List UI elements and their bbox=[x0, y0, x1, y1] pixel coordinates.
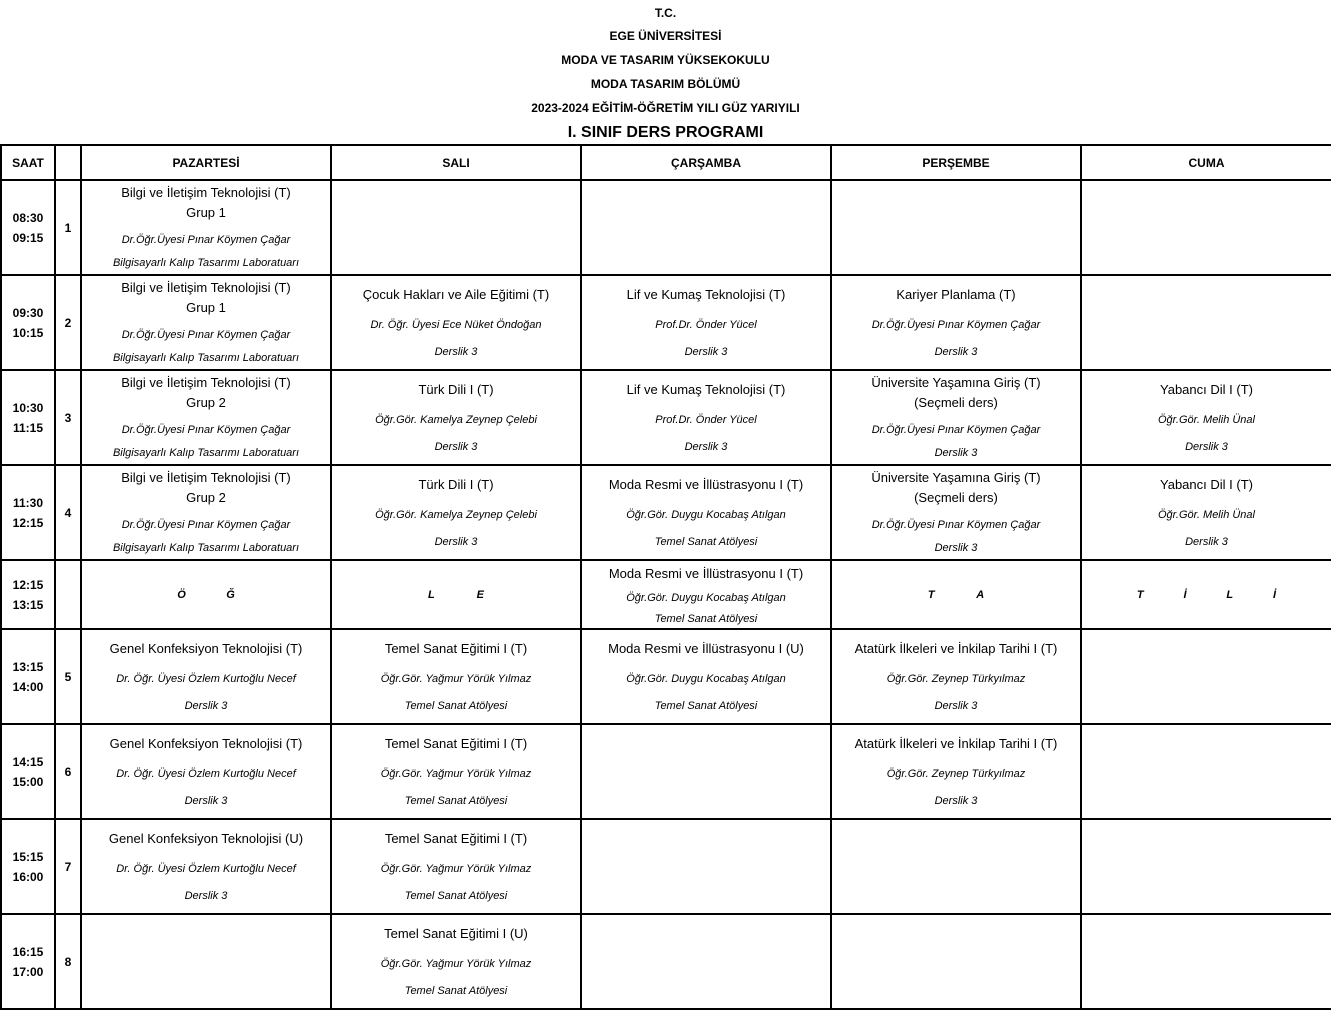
time-start: 08:30 bbox=[12, 210, 44, 225]
time-start: 13:15 bbox=[12, 659, 44, 674]
course-subtitle: (Seçmeli ders) bbox=[914, 490, 998, 505]
classroom: Bilgisayarlı Kalıp Tasarımı Laboratuarı bbox=[112, 447, 300, 459]
course-cell bbox=[1081, 465, 1331, 560]
time-end: 09:15 bbox=[12, 230, 44, 245]
course-title: Yabancı Dil I (T) bbox=[1160, 476, 1253, 492]
lunch-friday bbox=[1081, 560, 1331, 629]
course-title: Üniversite Yaşamına Giriş (T) bbox=[871, 470, 1041, 485]
instructor: Dr. Öğr. Üyesi Özlem Kurtoğlu Necef bbox=[116, 767, 296, 780]
course-title: Bilgi ve İletişim Teknolojisi (T) bbox=[121, 470, 291, 485]
slot-number: 2 bbox=[55, 275, 81, 370]
instructor: Öğr.Gör. Melih Ünal bbox=[1158, 508, 1255, 521]
classroom: Derslik 3 bbox=[184, 889, 228, 902]
schedule-row bbox=[1, 914, 1331, 1009]
instructor: Öğr.Gör. Yağmur Yörük Yılmaz bbox=[380, 957, 532, 970]
time-cell bbox=[1, 629, 55, 724]
time-start: 16:15 bbox=[12, 944, 44, 959]
course-title: Moda Resmi ve İllüstrasyonu I (T) bbox=[608, 476, 804, 492]
col-monday: PAZARTESİ bbox=[81, 145, 331, 180]
classroom: Derslik 3 bbox=[184, 794, 228, 807]
classroom: Derslik 3 bbox=[934, 447, 978, 459]
header-department: MODA TASARIM BÖLÜMÜ bbox=[590, 77, 741, 91]
course-cell bbox=[331, 819, 581, 914]
empty-cell bbox=[581, 819, 831, 914]
instructor: Prof.Dr. Önder Yücel bbox=[655, 413, 757, 426]
instructor: Öğr.Gör. Yağmur Yörük Yılmaz bbox=[380, 767, 532, 780]
slot-number: 5 bbox=[55, 629, 81, 724]
course-cell bbox=[331, 724, 581, 819]
lunch-letter: İ bbox=[1272, 588, 1277, 601]
schedule-row bbox=[1, 275, 1331, 370]
course-cell bbox=[81, 465, 331, 560]
time-start: 09:30 bbox=[12, 305, 44, 320]
classroom: Bilgisayarlı Kalıp Tasarımı Laboratuarı bbox=[112, 257, 300, 269]
course-cell bbox=[81, 819, 331, 914]
classroom: Derslik 3 bbox=[684, 345, 728, 358]
classroom: Derslik 3 bbox=[684, 440, 728, 453]
classroom: Temel Sanat Atölyesi bbox=[404, 984, 508, 997]
classroom: Derslik 3 bbox=[184, 699, 228, 712]
course-subtitle: (Seçmeli ders) bbox=[914, 395, 998, 410]
instructor: Dr.Öğr.Üyesi Pınar Köymen Çağar bbox=[121, 423, 291, 436]
course-subtitle: Grup 1 bbox=[186, 300, 226, 315]
time-start: 12:15 bbox=[12, 577, 44, 592]
course-cell bbox=[831, 724, 1081, 819]
schedule-row bbox=[1, 819, 1331, 914]
schedule-row bbox=[1, 629, 1331, 724]
empty-cell bbox=[831, 180, 1081, 275]
empty-cell bbox=[1081, 724, 1331, 819]
page-title: I. SINIF DERS PROGRAMI bbox=[567, 124, 764, 141]
instructor: Öğr.Gör. Duygu Kocabaş Atılgan bbox=[626, 672, 786, 685]
instructor: Öğr.Gör. Zeynep Türkyılmaz bbox=[886, 672, 1026, 685]
lunch-letter: L bbox=[427, 588, 435, 601]
course-cell bbox=[581, 629, 831, 724]
lunch-wednesday bbox=[581, 560, 831, 629]
classroom: Temel Sanat Atölyesi bbox=[654, 535, 758, 548]
course-title: Genel Konfeksiyon Teknolojisi (T) bbox=[109, 735, 303, 751]
course-cell bbox=[81, 370, 331, 465]
time-end: 13:15 bbox=[12, 597, 44, 612]
classroom: Derslik 3 bbox=[934, 699, 978, 712]
header-term: 2023-2024 EĞİTİM-ÖĞRETİM YILI GÜZ YARIYILI bbox=[531, 101, 800, 115]
empty-cell bbox=[331, 180, 581, 275]
time-start: 15:15 bbox=[12, 849, 44, 864]
instructor: Dr.Öğr.Üyesi Pınar Köymen Çağar bbox=[871, 318, 1041, 331]
time-cell bbox=[1, 914, 55, 1009]
classroom: Temel Sanat Atölyesi bbox=[404, 794, 508, 807]
course-subtitle: Grup 1 bbox=[186, 205, 226, 220]
col-wednesday: ÇARŞAMBA bbox=[581, 145, 831, 180]
course-title: Moda Resmi ve İllüstrasyonu I (U) bbox=[608, 640, 804, 656]
time-cell bbox=[1, 370, 55, 465]
schedule-row bbox=[1, 724, 1331, 819]
course-title: Atatürk İlkeleri ve İnkilap Tarihi I (T) bbox=[854, 735, 1058, 751]
classroom: Derslik 3 bbox=[434, 535, 478, 548]
schedule-row bbox=[1, 370, 1331, 465]
lunch-letter: İ bbox=[1183, 588, 1187, 601]
schedule-row bbox=[1, 180, 1331, 275]
header-school: MODA VE TASARIM YÜKSEKOKULU bbox=[561, 53, 770, 67]
header-university: EGE ÜNİVERSİTESİ bbox=[609, 29, 722, 43]
lunch-letter: T bbox=[1136, 588, 1144, 601]
classroom: Derslik 3 bbox=[434, 440, 478, 453]
course-cell bbox=[831, 370, 1081, 465]
course-cell bbox=[581, 275, 831, 370]
classroom: Temel Sanat Atölyesi bbox=[404, 889, 508, 902]
empty-cell bbox=[581, 180, 831, 275]
time-start: 11:30 bbox=[12, 495, 44, 510]
time-end: 12:15 bbox=[12, 515, 44, 530]
classroom: Derslik 3 bbox=[934, 542, 978, 554]
course-title: Temel Sanat Eğitimi I (T) bbox=[384, 735, 528, 751]
course-title: Genel Konfeksiyon Teknolojisi (U) bbox=[108, 830, 304, 846]
course-cell bbox=[581, 370, 831, 465]
instructor: Öğr.Gör. Yağmur Yörük Yılmaz bbox=[380, 672, 532, 685]
course-title: Türk Dili I (T) bbox=[418, 381, 494, 397]
instructor: Öğr.Gör. Zeynep Türkyılmaz bbox=[886, 767, 1026, 780]
header-row bbox=[1, 145, 1331, 180]
course-cell bbox=[331, 914, 581, 1009]
empty-cell bbox=[581, 914, 831, 1009]
course-cell bbox=[581, 465, 831, 560]
schedule-row bbox=[1, 465, 1331, 560]
time-start: 14:15 bbox=[12, 754, 44, 769]
lunch-letter: Ğ bbox=[226, 588, 235, 601]
instructor: Dr. Öğr. Üyesi Ece Nüket Öndoğan bbox=[370, 318, 542, 331]
course-subtitle: Grup 2 bbox=[186, 490, 226, 505]
classroom: Derslik 3 bbox=[934, 794, 978, 807]
classroom: Bilgisayarlı Kalıp Tasarımı Laboratuarı bbox=[112, 542, 300, 554]
course-title: Temel Sanat Eğitimi I (T) bbox=[384, 830, 528, 846]
course-cell bbox=[81, 180, 331, 275]
slot-number bbox=[55, 560, 81, 629]
col-tuesday: SALI bbox=[331, 145, 581, 180]
course-cell bbox=[331, 465, 581, 560]
col-friday: CUMA bbox=[1081, 145, 1331, 180]
classroom: Derslik 3 bbox=[1185, 440, 1228, 453]
course-cell bbox=[831, 465, 1081, 560]
course-cell bbox=[831, 275, 1081, 370]
course-title: Genel Konfeksiyon Teknolojisi (T) bbox=[109, 640, 303, 656]
course-title: Lif ve Kumaş Teknolojisi (T) bbox=[626, 286, 786, 302]
empty-cell bbox=[831, 819, 1081, 914]
course-title: Bilgi ve İletişim Teknolojisi (T) bbox=[121, 185, 291, 200]
slot-number: 4 bbox=[55, 465, 81, 560]
lunch-monday bbox=[81, 560, 331, 629]
course-title: Bilgi ve İletişim Teknolojisi (T) bbox=[121, 280, 291, 295]
course-cell bbox=[81, 629, 331, 724]
course-title: Atatürk İlkeleri ve İnkilap Tarihi I (T) bbox=[854, 640, 1058, 656]
lunch-letter: L bbox=[1226, 588, 1234, 601]
slot-number: 3 bbox=[55, 370, 81, 465]
time-end: 17:00 bbox=[12, 964, 44, 979]
course-cell bbox=[331, 629, 581, 724]
course-title: Kariyer Planlama (T) bbox=[896, 286, 1016, 302]
time-cell bbox=[1, 465, 55, 560]
schedule-table bbox=[0, 144, 1331, 1010]
time-end: 15:00 bbox=[12, 774, 44, 789]
time-cell bbox=[1, 275, 55, 370]
time-end: 11:15 bbox=[12, 420, 44, 435]
instructor: Öğr.Gör. Duygu Kocabaş Atılgan bbox=[626, 508, 786, 521]
instructor: Öğr.Gör. Duygu Kocabaş Atılgan bbox=[626, 591, 786, 604]
header-line-1: T.C. bbox=[654, 6, 677, 20]
classroom: Derslik 3 bbox=[434, 345, 478, 358]
classroom: Temel Sanat Atölyesi bbox=[654, 612, 758, 625]
lunch-letter: T bbox=[927, 588, 935, 601]
instructor: Öğr.Gör. Yağmur Yörük Yılmaz bbox=[380, 862, 532, 875]
lunch-letter: E bbox=[476, 588, 484, 601]
course-title: Moda Resmi ve İllüstrasyonu I (T) bbox=[608, 565, 804, 581]
time-end: 10:15 bbox=[12, 325, 44, 340]
lunch-tuesday bbox=[331, 560, 581, 629]
course-subtitle: Grup 2 bbox=[186, 395, 226, 410]
col-no bbox=[55, 145, 81, 180]
course-cell bbox=[81, 724, 331, 819]
classroom: Temel Sanat Atölyesi bbox=[404, 699, 508, 712]
course-cell bbox=[831, 629, 1081, 724]
instructor: Öğr.Gör. Kamelya Zeynep Çelebi bbox=[375, 508, 537, 521]
course-title: Bilgi ve İletişim Teknolojisi (T) bbox=[121, 375, 291, 390]
course-title: Yabancı Dil I (T) bbox=[1160, 381, 1253, 397]
empty-cell bbox=[831, 914, 1081, 1009]
course-title: Çocuk Hakları ve Aile Eğitimi (T) bbox=[362, 286, 550, 302]
instructor: Dr. Öğr. Üyesi Özlem Kurtoğlu Necef bbox=[116, 862, 296, 875]
lunch-letter: Ö bbox=[177, 588, 186, 601]
classroom: Derslik 3 bbox=[934, 345, 978, 358]
instructor: Dr.Öğr.Üyesi Pınar Köymen Çağar bbox=[121, 233, 291, 246]
slot-number: 8 bbox=[55, 914, 81, 1009]
slot-number: 7 bbox=[55, 819, 81, 914]
col-thursday: PERŞEMBE bbox=[831, 145, 1081, 180]
lunch-row bbox=[1, 560, 1331, 629]
instructor: Dr.Öğr.Üyesi Pınar Köymen Çağar bbox=[871, 423, 1041, 436]
empty-cell bbox=[1081, 180, 1331, 275]
classroom: Bilgisayarlı Kalıp Tasarımı Laboratuarı bbox=[112, 352, 300, 364]
slot-number: 6 bbox=[55, 724, 81, 819]
course-title: Temel Sanat Eğitimi I (U) bbox=[384, 925, 528, 941]
time-cell bbox=[1, 560, 55, 629]
instructor: Öğr.Gör. Melih Ünal bbox=[1158, 413, 1255, 426]
empty-cell bbox=[1081, 275, 1331, 370]
time-cell bbox=[1, 819, 55, 914]
empty-cell bbox=[1081, 819, 1331, 914]
lunch-letter: A bbox=[976, 588, 985, 601]
course-title: Lif ve Kumaş Teknolojisi (T) bbox=[626, 381, 786, 397]
course-cell bbox=[331, 275, 581, 370]
time-cell bbox=[1, 180, 55, 275]
instructor: Prof.Dr. Önder Yücel bbox=[655, 318, 757, 331]
instructor: Öğr.Gör. Kamelya Zeynep Çelebi bbox=[375, 413, 537, 426]
instructor: Dr. Öğr. Üyesi Özlem Kurtoğlu Necef bbox=[116, 672, 296, 685]
empty-cell bbox=[581, 724, 831, 819]
empty-cell bbox=[81, 914, 331, 1009]
col-saat: SAAT bbox=[1, 145, 55, 180]
empty-cell bbox=[1081, 914, 1331, 1009]
time-end: 16:00 bbox=[12, 869, 44, 884]
course-cell bbox=[1081, 370, 1331, 465]
course-title: Üniversite Yaşamına Giriş (T) bbox=[871, 375, 1041, 390]
course-title: Temel Sanat Eğitimi I (T) bbox=[384, 640, 528, 656]
lunch-thursday bbox=[831, 560, 1081, 629]
time-end: 14:00 bbox=[12, 679, 44, 694]
course-cell bbox=[331, 370, 581, 465]
instructor: Dr.Öğr.Üyesi Pınar Köymen Çağar bbox=[121, 518, 291, 531]
time-cell bbox=[1, 724, 55, 819]
time-start: 10:30 bbox=[12, 400, 44, 415]
empty-cell bbox=[1081, 629, 1331, 724]
course-cell bbox=[81, 275, 331, 370]
classroom: Temel Sanat Atölyesi bbox=[654, 699, 758, 712]
slot-number: 1 bbox=[55, 180, 81, 275]
course-title: Türk Dili I (T) bbox=[418, 476, 494, 492]
classroom: Derslik 3 bbox=[1185, 535, 1228, 548]
instructor: Dr.Öğr.Üyesi Pınar Köymen Çağar bbox=[121, 328, 291, 341]
instructor: Dr.Öğr.Üyesi Pınar Köymen Çağar bbox=[871, 518, 1041, 531]
